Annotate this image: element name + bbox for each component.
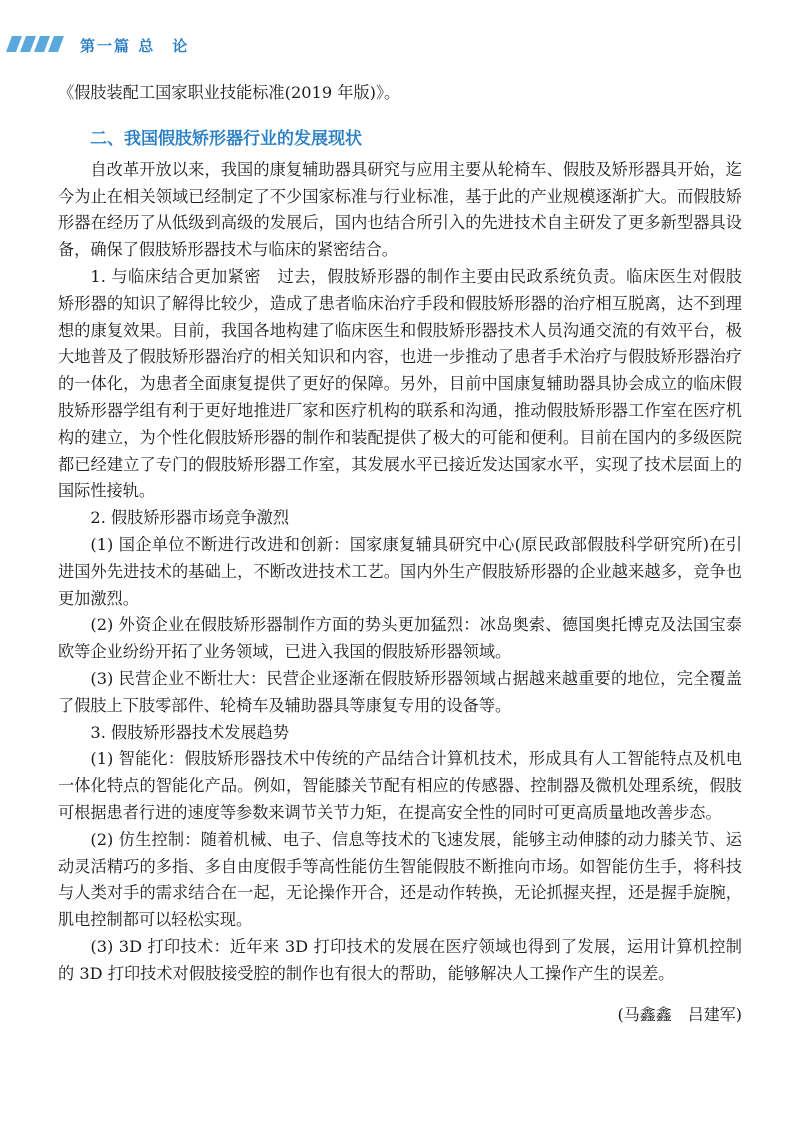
paragraph-state-enterprises: (1) 国企单位不断进行改进和创新：国家康复辅具研究中心(原民政部假肢科学研究所)在引进国外先进技术的基础上，不断改进技术工艺。国内外生产假肢矫形器的企业越来越多，竞争也更加激烈。 [58,534,742,608]
paragraph-overview: 自改革开放以来，我国的康复辅助器具研究与应用主要从轮椅车、假肢及矫形器具开始，迄今为止在相关领域已经制定了不少国家标准与行业标准，基于此的产业规模逐渐扩大。而假肢矫形器在经历了从低级到高级的发展后，国内也结合所引入的先进技术自主研发了更多新型器具设备，确保了假肢矫形器技术与临床的紧密结合。 [58,159,742,260]
intro-line: 《假肢装配工国家职业技能标准(2019 年版)》。 [58,83,401,102]
author-signature: (马鑫鑫 吕建军) [617,1005,742,1024]
paragraph-intelligent: (1) 智能化：假肢矫形器技术中传统的产品结合计算机技术，形成具有人工智能特点及机电一体化特点的智能化产品。例如，智能膝关节配有相应的传感器、控制器及微机处理系统，假肢可根据患者行进的速度等参数来调节关节力矩，在提高安全性的同时可更高质量地改善步态。 [58,749,742,822]
paragraph-bionic-control: (2) 仿生控制：随着机械、电子、信息等技术的飞速发展，能够主动伸膝的动力膝关节、运动灵活精巧的多指、多自由度假手等高性能仿生智能假肢不断推向市场。如智能仿生手，将科技与人类对手的需求结合在一起，无论操作开合，还是动作转换，无论抓握夹捏，还是握手旋腕，肌电控制都可以轻松实现。 [58,829,742,930]
header-stripes-icon [6,36,70,52]
paragraph-3d-printing: (3) 3D 打印技术：近年来 3D 打印技术的发展在医疗领域也得到了发展，运用计算机控制的 3D 打印技术对假肢接受腔的制作也有很大的帮助，能够解决人工操作产生的误差。 [58,936,742,983]
paragraph-private-enterprises: (3) 民营企业不断壮大：民营企业逐渐在假肢矫形器领域占据越来越重要的地位，完全覆盖了假肢上下肢零部件、轮椅车及辅助器具等康复专用的设备等。 [58,668,742,715]
subheading-market-competition: 2. 假肢矫形器市场竞争激烈 [90,508,290,528]
part-title: 第一篇 总 论 [80,37,190,55]
paragraph-foreign-enterprises: (2) 外资企业在假肢矫形器制作方面的势头更加猛烈：冰岛奥索、德国奥托博克及法国宝泰欧等企业纷纷开拓了业务领域，已进入我国的假肢矫形器领域。 [58,615,742,662]
section-heading: 二、我国假肢矫形器行业的发展现状 [90,128,362,149]
page-body [58,80,742,988]
subheading-technology-trends: 3. 假肢矫形器技术发展趋势 [90,722,290,742]
page-header [0,32,800,62]
paragraph-clinical-integration: 1. 与临床结合更加紧密 过去，假肢矫形器的制作主要由民政系统负责。临床医生对假肢矫形器的知识了解得比较少，造成了患者临床治疗手段和假肢矫形器的治疗相互脱离，达不到理想的康复效果。目前，我国各地构建了临床医生和假肢矫形器技术人员沟通交流的有效平台，极大地普及了假肢矫形器治疗的相关知识和内容，也进一步推动了患者手术治疗与假肢矫形器治疗的一体化，为患者全面康复提供了更好的保障。另外，目前中国康复辅助器具协会成立的临床假肢矫形器学组有利于更好地推进厂家和医疗机构的联系和沟通，推动假肢矫形器工作室在医疗机构的建立，为个性化假肢矫形器的制作和装配提供了极大的可能和便利。目前在国内的多级医院都已经建立了专门的假肢矫形器工作室，其发展水平已接近发达国家水平，实现了技术层面上的国际性接轨。 [58,266,742,501]
